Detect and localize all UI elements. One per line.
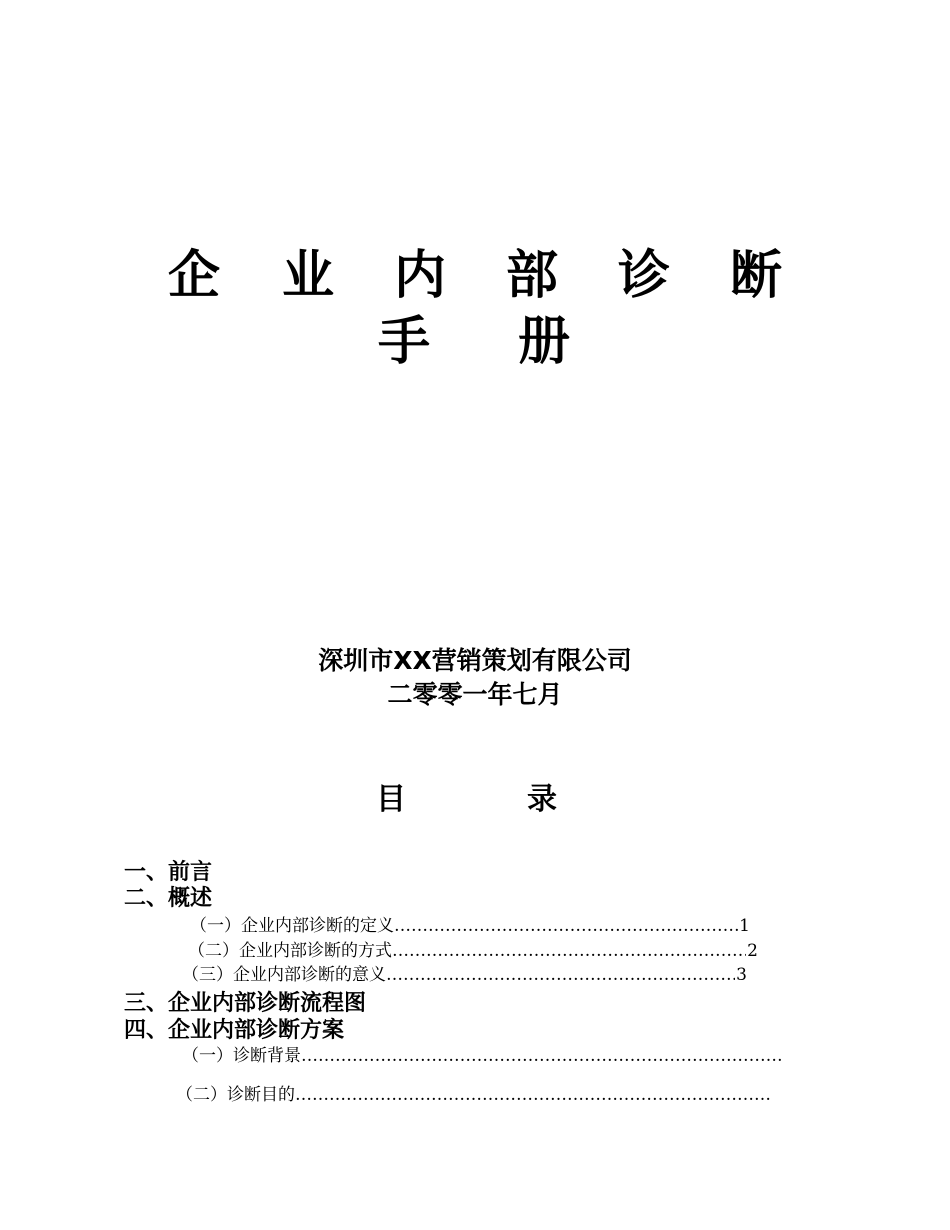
title-char: 企: [168, 246, 221, 306]
title-char: 业: [282, 246, 335, 306]
toc-subsection-label: （二）诊断目的: [176, 1085, 295, 1105]
toc-subsection-label: （一）企业内部诊断的定义: [190, 916, 394, 936]
title-char: 册: [518, 312, 571, 372]
toc-subsection-label: （二）企业内部诊断的方式: [188, 941, 392, 961]
toc-leader-dots: [392, 940, 746, 962]
toc-section: 一、前言: [124, 860, 213, 885]
title-char: 部: [506, 246, 559, 306]
toc-page-number: 3: [736, 965, 747, 985]
title-char: 手: [378, 312, 431, 372]
toc-leader-dots: [301, 1045, 783, 1067]
toc-subsection: [176, 1084, 772, 1106]
toc-heading-char: 录: [527, 782, 557, 817]
toc-page-number: 1: [739, 916, 750, 936]
toc-subsection: [188, 940, 758, 962]
toc-leader-dots: [386, 964, 735, 986]
document-date: 二零零一年七月: [387, 680, 563, 709]
title-char: 断: [730, 246, 783, 306]
document-title-line2: [0, 312, 950, 372]
toc-subsection: [190, 915, 750, 937]
toc-page-number: 2: [747, 941, 758, 961]
title-char: 内: [394, 246, 447, 306]
toc-leader-dots: [295, 1084, 771, 1106]
toc-section: 二、概述: [124, 886, 213, 911]
toc-section: 四、企业内部诊断方案: [124, 1018, 345, 1043]
toc-subsection: [182, 1045, 784, 1067]
toc-heading-char: 目: [376, 782, 406, 817]
toc-leader-dots: [394, 915, 738, 937]
document-title: [0, 246, 950, 306]
toc-subsection-label: （一）诊断背景: [182, 1046, 301, 1066]
toc-subsection-label: （三）企业内部诊断的意义: [182, 965, 386, 985]
title-char: 诊: [618, 246, 671, 306]
toc-subsection: [182, 964, 747, 986]
company-name: 深圳市XX营销策划有限公司: [318, 646, 632, 675]
toc-section: 三、企业内部诊断流程图: [124, 991, 367, 1016]
